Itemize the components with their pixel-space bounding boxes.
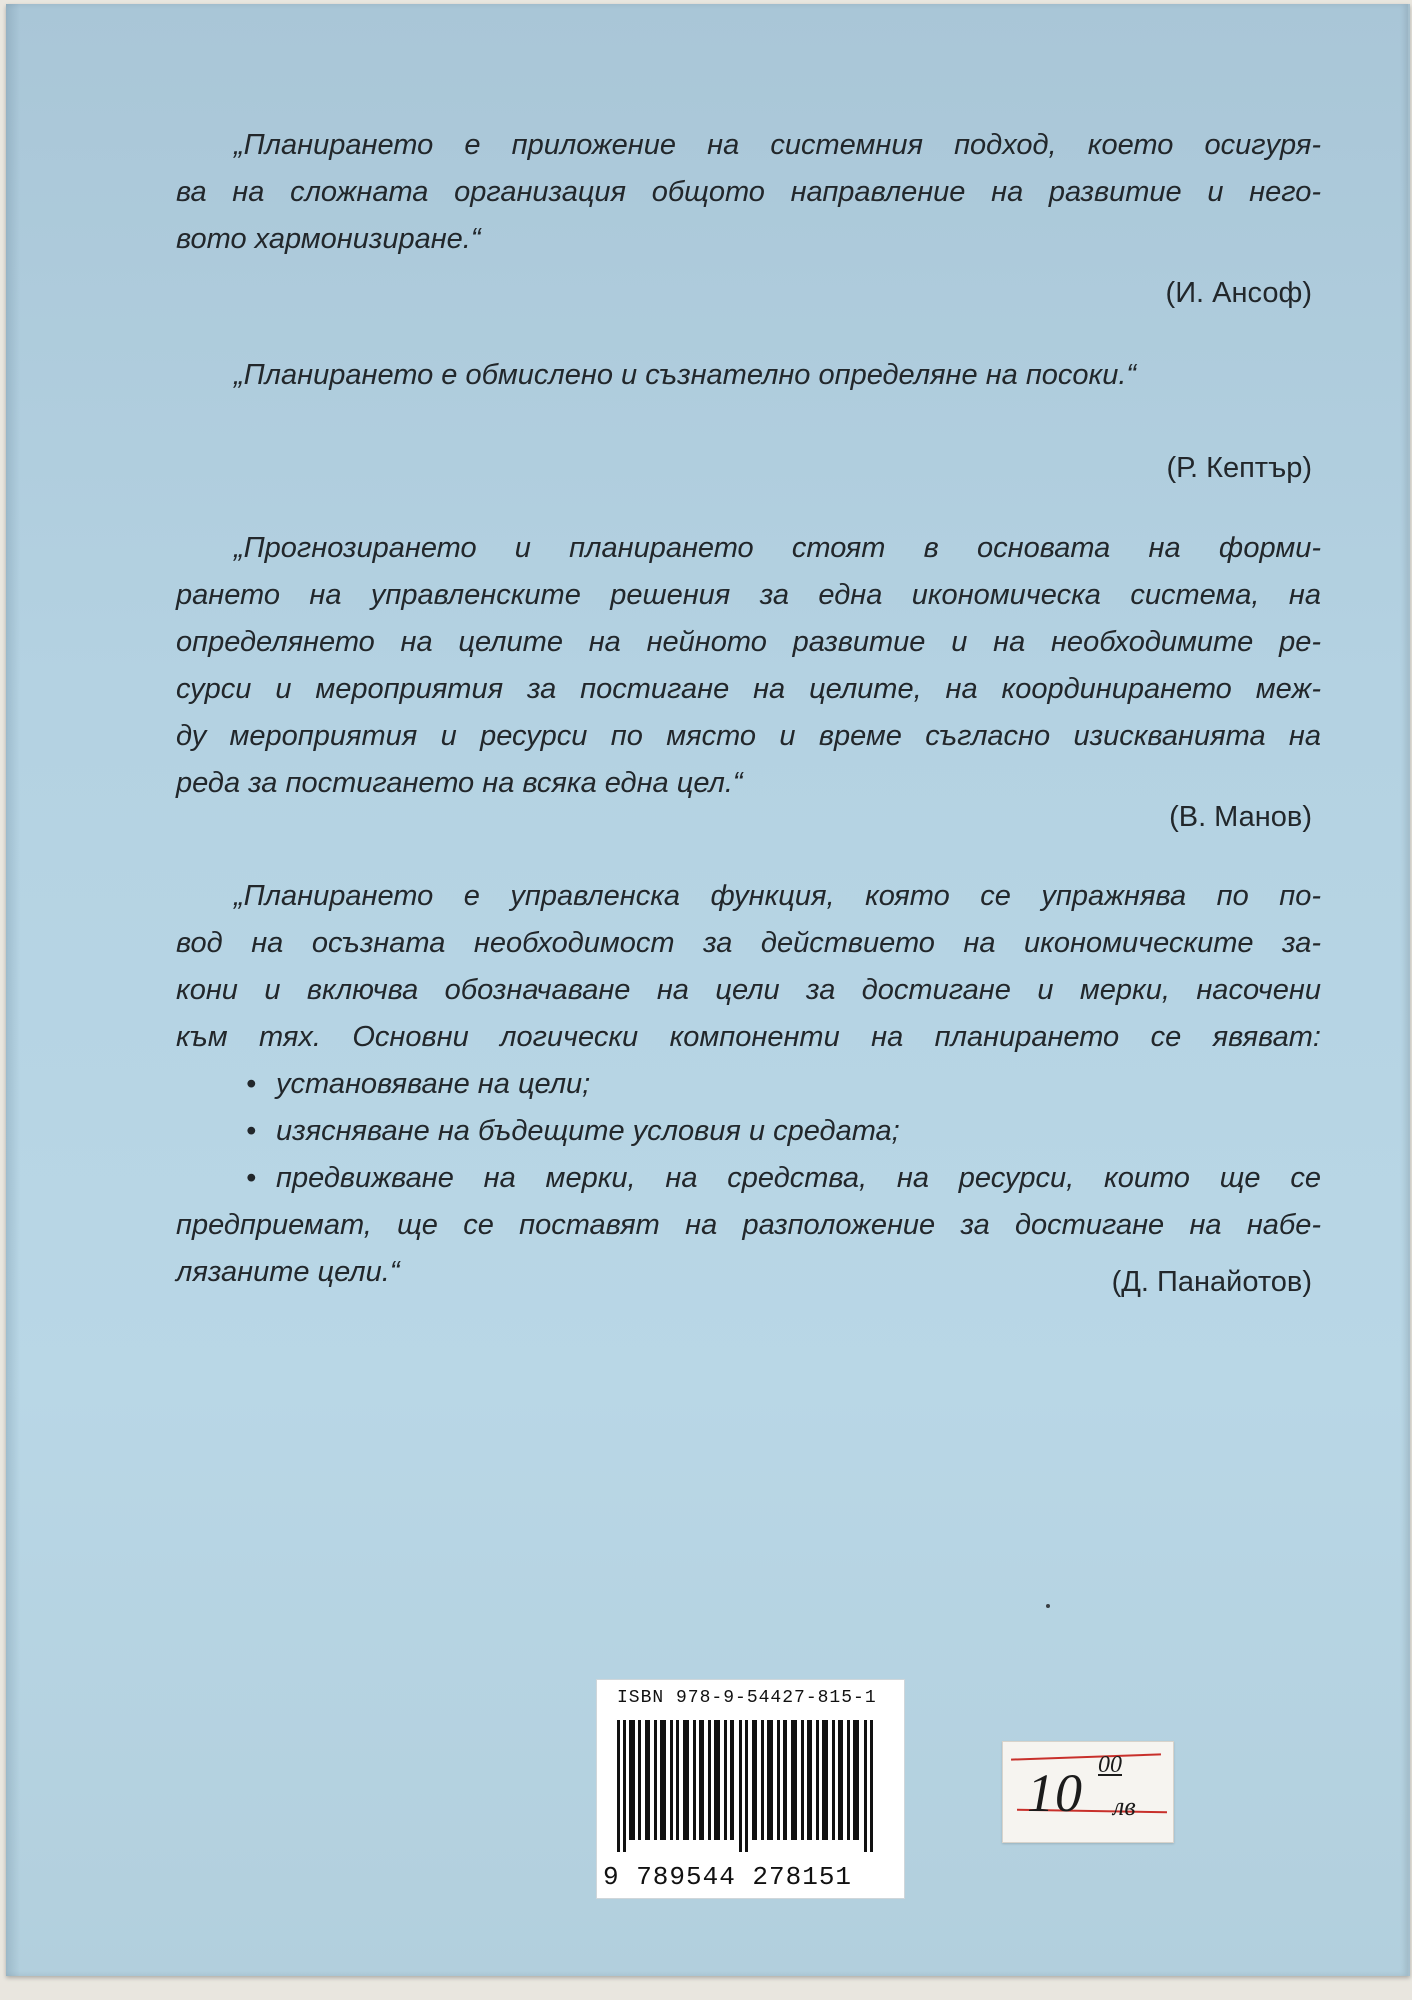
quote-line: ду мероприятия и ресурси по място и време съгласно изискванията на [176, 720, 1321, 752]
quote-line: кони и включва обозначаване на цели за достигане и мерки, насочени [176, 974, 1321, 1006]
quote-line: сурси и мероприятия за постигане на целите, на координирането меж- [176, 673, 1321, 705]
quote-line: „Планирането е приложение на системния подход, което осигуря- [234, 129, 1321, 161]
barcode-icon [615, 1720, 886, 1852]
bullet-text: изясняване на бъдещите условия и средата; [276, 1115, 900, 1147]
bullet-item [176, 1108, 1321, 1155]
price-sticker [1002, 1741, 1174, 1843]
bullet-dot-icon: • [246, 1068, 257, 1100]
price-cents: 00 [1098, 1752, 1122, 1778]
quote-line: към тях. Основни логически компоненти на планирането се явяват: [176, 1021, 1321, 1053]
cover-edge-shadow [6, 4, 20, 1976]
quote-panayotov [176, 873, 1321, 1296]
quote-line: предприемат, ще се поставят на разположение за достигане на набе- [176, 1209, 1321, 1241]
price-sticker-line [1011, 1753, 1161, 1760]
bullet-text: установяване на цели; [276, 1068, 591, 1100]
isbn-label: ISBN 978-9-54427-815-1 [617, 1688, 877, 1708]
barcode-digits: 9 789544 278151 [603, 1862, 853, 1892]
quote-line: вод на осъзната необходимост за действието на икономическите за- [176, 927, 1321, 959]
print-speck [1046, 1604, 1050, 1608]
quote-ansoff [176, 122, 1321, 263]
quote-line: реда за постигането на всяка една цел.“ [176, 767, 743, 799]
bullet-item [176, 1155, 1321, 1202]
bullet-dot-icon: • [246, 1162, 257, 1194]
quote-author: (В. Манов) [1169, 801, 1312, 833]
bullet-text: предвижване на мерки, на средства, на ресурси, които ще се [276, 1162, 1321, 1194]
isbn-barcode-box [596, 1679, 905, 1899]
quote-line: „Прогнозирането и планирането стоят в основата на форми- [234, 532, 1321, 564]
quote-line: ва на сложната организация общото направление на развитие и него- [176, 176, 1321, 208]
quote-line: лязаните цели.“ [176, 1256, 400, 1288]
quote-author: (Р. Кептър) [1166, 452, 1312, 484]
quote-line: „Планирането е обмислено и съзнателно определяне на посоки.“ [234, 359, 1137, 391]
bullet-item [176, 1061, 1321, 1108]
quote-author: (Д. Панайотов) [1111, 1266, 1312, 1298]
quote-manov [176, 525, 1321, 807]
quote-author: (И. Ансоф) [1165, 277, 1312, 309]
quote-line: определянето на целите на нейното развитие и на необходимите ре- [176, 626, 1321, 658]
price-amount: 10 [1027, 1763, 1083, 1823]
price-unit: лв [1113, 1792, 1136, 1821]
bullet-dot-icon: • [246, 1115, 257, 1147]
quote-kepter [176, 352, 1321, 399]
quote-line: „Планирането е управленска функция, която се упражнява по по- [234, 880, 1321, 912]
quote-line: рането на управленските решения за една икономическа система, на [176, 579, 1321, 611]
quote-line: вото хармонизиране.“ [176, 223, 481, 255]
book-back-cover [6, 4, 1410, 1976]
